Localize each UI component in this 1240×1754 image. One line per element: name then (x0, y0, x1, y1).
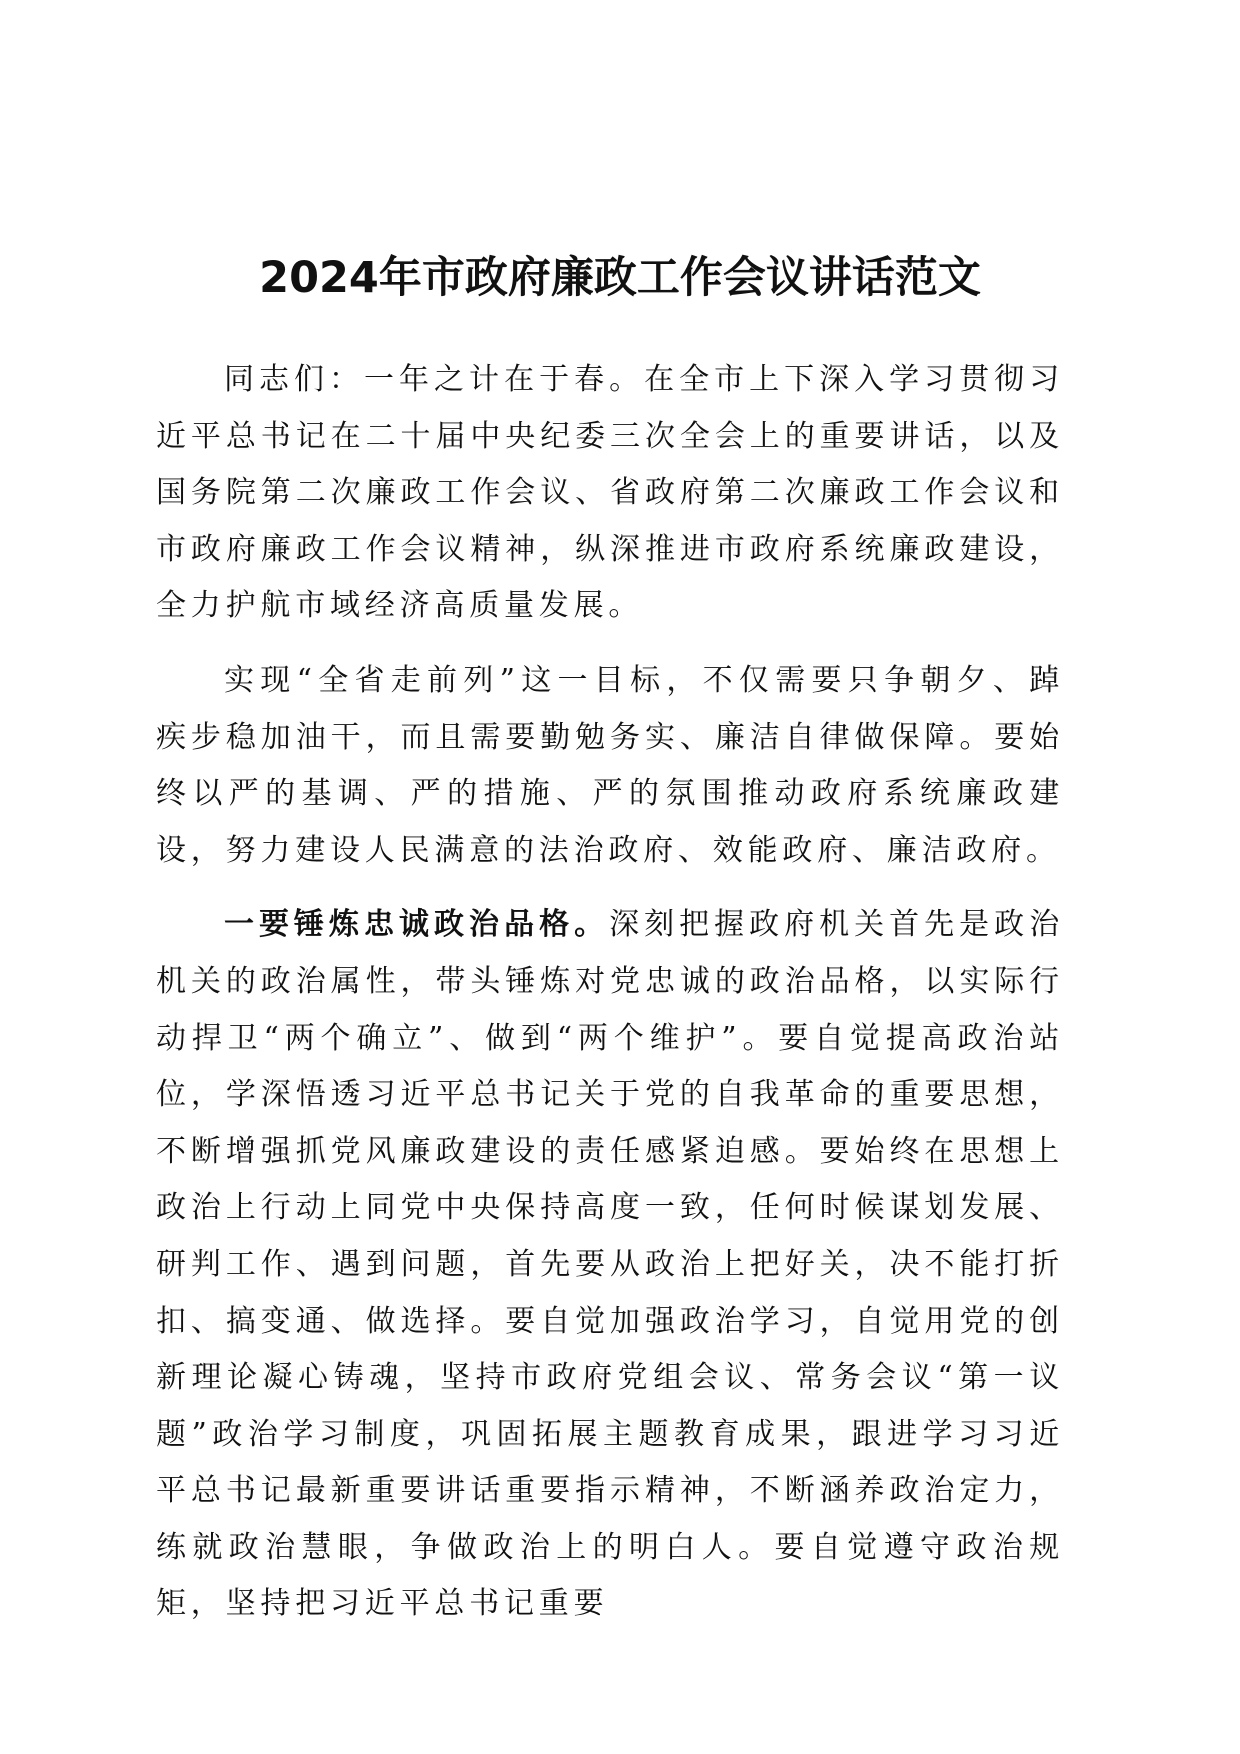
page-title: 2024年市政府廉政工作会议讲话范文 (259, 253, 981, 303)
paragraph-text: 实现“全省走前列”这一目标，不仅需要只争朝夕、踔疾步稳加油干，而且需要勤勉务实、廉洁自律做保障。要始终以严的基调、严的措施、严的氛围推动政府系统廉政建设，努力建设人民满意的法治政府、效能政府、廉洁政府。 (156, 662, 1064, 868)
paragraph-goal (156, 653, 1064, 879)
document-body (156, 352, 1064, 1651)
paragraph-text: 同志们：一年之计在于春。在全市上下深入学习贯彻习近平总书记在二十届中央纪委三次全会上的重要讲话，以及国务院第二次廉政工作会议、省政府第二次廉政工作会议和市政府廉政工作会议精神，纵深推进市政府系统廉政建设，全力护航市域经济高质量发展。 (156, 362, 1064, 624)
paragraph-greeting (156, 352, 1064, 635)
paragraph-political-character (156, 897, 1064, 1633)
paragraph-text: 深刻把握政府机关首先是政治机关的政治属性，带头锤炼对党忠诚的政治品格，以实际行动捍卫“两个确立”、做到“两个维护”。要自觉提高政治站位，学深悟透习近平总书记关于党的自我革命的重要思想，不断增强抓党风廉政建设的责任感紧迫感。要始终在思想上政治上行动上同党中央保持高度一致，任何时候谋划发展、研判工作、遇到问题，首先要从政治上把好关，决不能打折扣、搞变通、做选择。要自觉加强政治学习，自觉用党的创新理论凝心铸魂，坚持市政府党组会议、常务会议“第一议题”政治学习制度，巩固拓展主题教育成果，跟进学习习近平总书记最新重要讲话重要指示精神，不断涵养政治定力，练就政治慧眼，争做政治上的明白人。要自觉遵守政治规矩，坚持把习近平总书记重要 (156, 907, 1064, 1622)
paragraph-lead-heading: 一要锤炼忠诚政治品格。 (224, 907, 610, 943)
